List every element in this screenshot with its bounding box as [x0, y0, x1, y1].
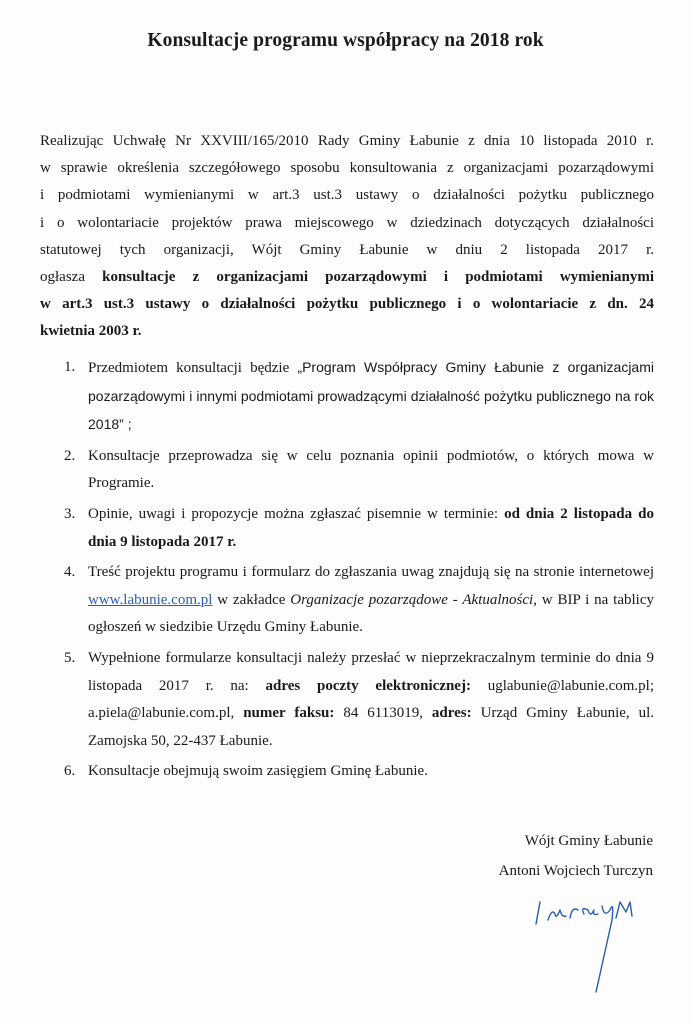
list-item: [56, 501, 654, 556]
website-link[interactable]: www.labunie.com.pl: [88, 591, 213, 608]
list-item-text: Konsultacje przeprowadza się w celu poznania opinii podmiotów, o których mowa w Programie.: [88, 447, 654, 492]
list-number: 6.: [64, 763, 76, 780]
list-item-text: Treść projektu programu i formularz do zgłaszania uwag znajdują się na stronie internetowej: [88, 564, 654, 581]
list-item: [56, 559, 654, 642]
deadline-bold: od dnia 2 listopada do dnia 9 listopada 2017 r.: [88, 505, 654, 550]
email-label: adres poczty elektronicznej:: [265, 677, 471, 694]
intro-line: i o wolontariacie projektów prawa miejscowego w dziedzinach dotyczących działalności: [40, 214, 654, 231]
list-number: 2.: [64, 447, 76, 464]
list-item: [56, 354, 654, 440]
signature-block: [499, 826, 653, 886]
tab-name-italic: Organizacje pozarządowe - Aktualności: [290, 591, 534, 608]
intro-line: i podmiotami wymienianymi w art.3 ust.3 ustawy o działalności pożytku publicznego: [40, 187, 654, 204]
numbered-list: [56, 354, 654, 789]
list-item-text: Przedmiotem konsultacji będzie: [88, 360, 298, 376]
list-item-text: w zakładce: [212, 591, 291, 608]
intro-line: Realizując Uchwałę Nr XXVIII/165/2010 Rady Gminy Łabunie z dnia 10 listopada 2010 r.: [40, 133, 654, 149]
program-title-quote: „Program Współpracy Gminy Łabunie z organizacjami pozarządowymi i innymi podmiotami prowadzącymi działalność pożytku publicznego na rok 2018” ;: [88, 359, 654, 433]
list-item: [56, 758, 654, 786]
list-item-text: , w BIP i na tablicy ogłoszeń w siedzibie Urzędu Gminy Łabunie.: [88, 591, 655, 636]
intro-line: [40, 291, 654, 318]
email-addresses: uglabunie@labunie.com.pl; a.piela@labunie.com.pl,: [88, 677, 654, 722]
postal-address: Urząd Gminy Łabunie, ul. Zamojska 50, 22-437 Łabunie.: [88, 705, 655, 749]
list-item-text: Konsultacje obejmują swoim zasięgiem Gminę Łabunie.: [88, 763, 428, 780]
intro-line: [40, 318, 654, 345]
signatory-role: Wójt Gminy Łabunie: [524, 833, 653, 849]
list-number: 3.: [64, 505, 76, 522]
document-title: Konsultacje programu współpracy na 2018 rok: [147, 30, 544, 51]
list-number: 4.: [64, 564, 76, 581]
intro-bold-text: konsultacje z organizacjami pozarządowymi i podmiotami wymienianymi: [102, 269, 654, 286]
address-label: adres:: [431, 705, 472, 722]
list-item: [56, 645, 654, 755]
intro-announce-line: [40, 264, 654, 291]
intro-bold-text: kwietnia 2003 r.: [40, 323, 142, 340]
list-item-text: Opinie, uwagi i propozycje można zgłaszać pisemnie w terminie:: [88, 505, 505, 522]
fax-number: 84 6113019,: [334, 705, 432, 722]
list-item-text: Wypełnione formularze konsultacji należy przesłać w nieprzekraczalnym terminie do dnia 9 listopada 2017 r. na:: [88, 649, 654, 694]
intro-bold-text: w art.3 ust.3 ustawy o działalności pożytku publicznego i o wolontariacie z dn. 24: [40, 296, 654, 313]
intro-line: statutowej tych organizacji, Wójt Gminy Łabunie w dniu 2 listopada 2017 r.: [40, 241, 654, 258]
signatory-name: Antoni Wojciech Turczyn: [498, 863, 653, 879]
intro-paragraph: [40, 128, 654, 346]
list-item: [56, 443, 654, 498]
list-number: 1.: [64, 359, 76, 375]
handwritten-signature-icon: [500, 880, 660, 1020]
intro-announce-prefix: ogłasza: [40, 269, 103, 286]
intro-line: w sprawie określenia szczegółowego sposobu konsultowania z organizacjami pozarządowymi: [40, 160, 654, 177]
fax-label: numer faksu:: [243, 705, 335, 722]
list-number: 5.: [64, 649, 76, 666]
